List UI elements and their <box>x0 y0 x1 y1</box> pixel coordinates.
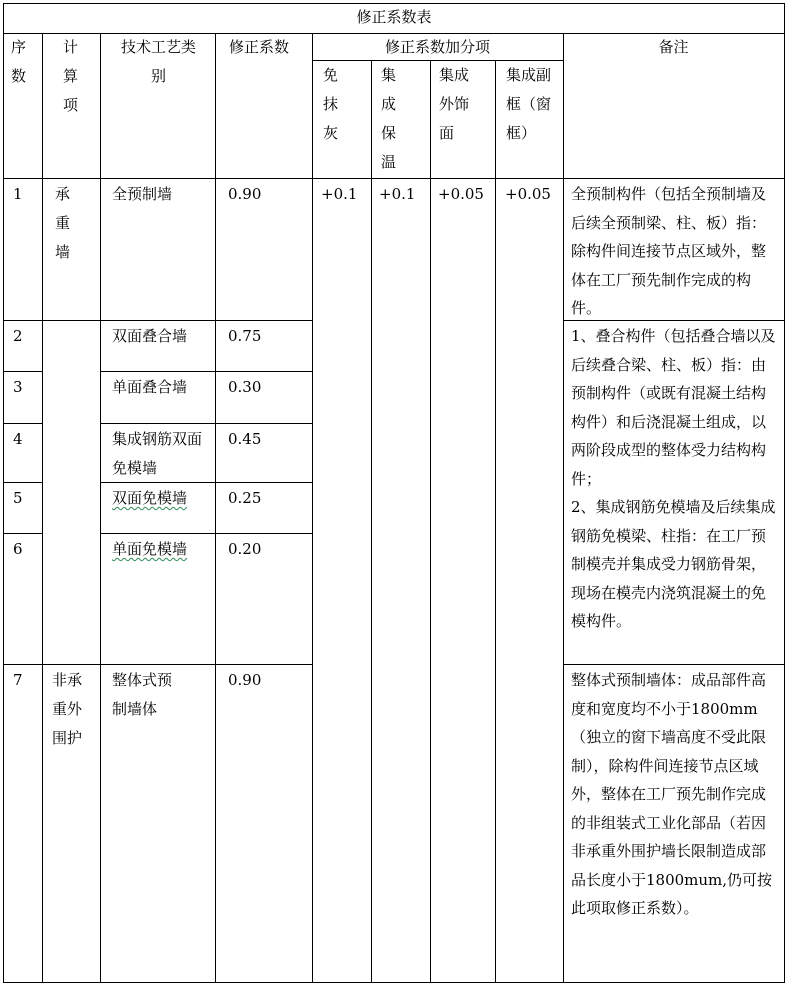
row-tech: 双面叠合墙 <box>112 327 188 345</box>
row-coef: 0.30 <box>228 378 262 396</box>
row-coef: 0.75 <box>228 327 262 345</box>
remark-composite: 1、叠合构件（包括叠合墙以及后续叠合梁、柱、板）指：由预制构件（或既有混凝土结构构件）和后浇混凝土组成，以两阶段成型的整体受力结构构件； <box>571 327 776 488</box>
row-seq: 5 <box>13 489 23 507</box>
rule <box>3 3 4 983</box>
row-tech: 集成钢筋双面免模墙 <box>112 430 203 477</box>
rule <box>312 33 313 983</box>
rule <box>563 33 564 983</box>
header-coef: 修正系数 <box>229 38 290 56</box>
row-seq: 6 <box>13 540 23 558</box>
rule <box>100 533 312 534</box>
rule <box>42 33 43 983</box>
header-addon-facade: 集成外饰面 <box>439 66 470 142</box>
row-seq: 3 <box>13 378 23 396</box>
row-seq: 1 <box>13 185 23 203</box>
row-coef: 0.45 <box>228 430 262 448</box>
header-tech: 技术工艺类别 <box>121 38 197 85</box>
addon-value-plaster-free: +0.1 <box>321 185 358 203</box>
rule <box>100 371 312 372</box>
row-tech: 整体式预制墙体 <box>112 671 173 718</box>
addon-value-insulation: +0.1 <box>379 185 416 203</box>
remark-integral-wall: 整体式预制墙体：成品部件高度和宽度均不小于1800mm（独立的窗下墙高度不受此限制），除构件间连接节点区域外，整体在工厂预先制作完成的非组装式工业化部品（若因非承重外围护墙长限制造成部品长度小于1800mum,仍可按此项取修正系数）。 <box>571 671 773 917</box>
row-tech <box>112 535 187 564</box>
rule <box>3 178 785 179</box>
row-coef: 0.90 <box>228 671 262 689</box>
rule <box>495 60 496 983</box>
row-tech: 单面叠合墙 <box>112 378 188 396</box>
rule <box>3 982 785 983</box>
rule <box>100 33 101 983</box>
rule <box>3 423 42 424</box>
table-title: 修正系数表 <box>356 8 432 26</box>
addon-value-subframe: +0.05 <box>505 185 551 203</box>
remark-formwork-free: 2、集成钢筋免模墙及后续集成钢筋免模梁、柱指：在工厂预制模壳并集成受力钢筋骨架，现场在模壳内浇筑混凝土的免模构件。 <box>571 498 776 630</box>
header-addon-insulation: 集成保温 <box>381 66 397 171</box>
rule <box>3 482 42 483</box>
rule <box>430 60 431 983</box>
group-non-load-bearing-envelope: 非承重外围护 <box>52 671 83 747</box>
rule <box>3 320 312 321</box>
row-coef: 0.20 <box>228 540 262 558</box>
header-addon-group: 修正系数加分项 <box>384 38 490 56</box>
rule <box>3 371 42 372</box>
rule <box>371 60 372 983</box>
row-tech-text: 双面免模墙 <box>112 489 188 507</box>
rule <box>3 533 42 534</box>
remark-full-precast: 全预制构件（包括全预制墙及后续全预制梁、柱、板）指：除构件间连接节点区域外，整体在工厂预先制作完成的构件。 <box>571 185 767 317</box>
row-coef: 0.90 <box>228 185 262 203</box>
rule <box>784 3 785 983</box>
row-seq: 4 <box>13 430 23 448</box>
addon-value-facade: +0.05 <box>438 185 484 203</box>
row-tech <box>112 484 187 513</box>
header-seq: 序数 <box>11 38 27 85</box>
row-seq: 7 <box>13 671 23 689</box>
row-tech-text: 单面免模墙 <box>112 540 188 558</box>
row-seq: 2 <box>13 327 23 345</box>
header-item: 计算项 <box>63 38 79 114</box>
header-addon-plaster-free: 免抹灰 <box>323 66 339 142</box>
header-addon-subframe: 集成副框（窗框） <box>506 66 552 142</box>
rule <box>3 664 312 665</box>
row-coef: 0.25 <box>228 489 262 507</box>
rule <box>100 482 312 483</box>
header-remark: 备注 <box>658 38 689 56</box>
rule <box>215 33 216 983</box>
row-tech: 全预制墙 <box>112 185 173 203</box>
group-load-bearing-wall: 承重墙 <box>55 185 71 261</box>
rule <box>563 664 785 665</box>
rule <box>100 423 312 424</box>
